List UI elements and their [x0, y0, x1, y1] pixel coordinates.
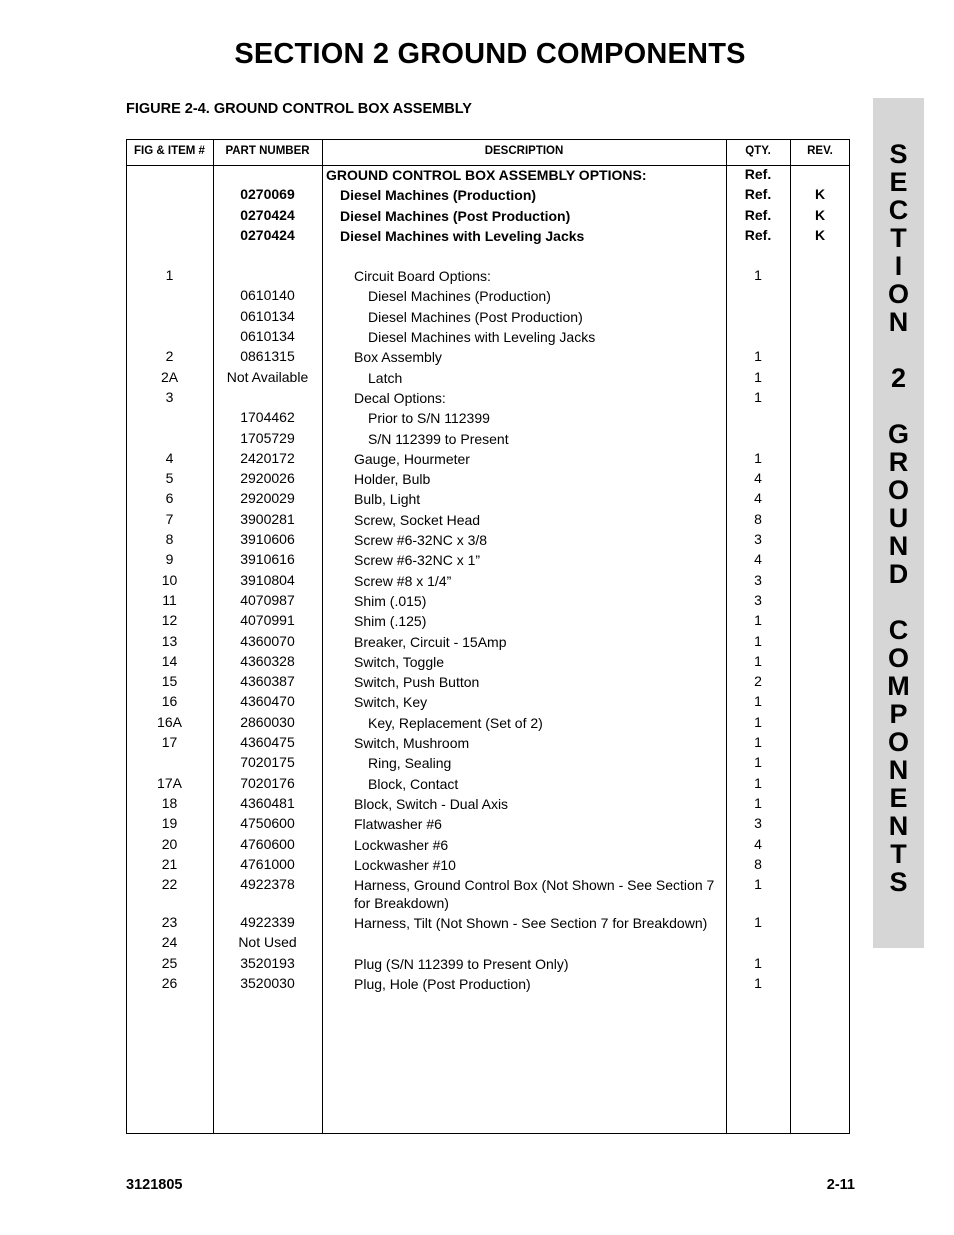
table-row [126, 913, 850, 933]
description-cell: Switch, Push Button [354, 674, 480, 691]
qty-cell: 8 [754, 855, 762, 872]
fig-item-cell: 16 [161, 693, 178, 710]
part-number-cell: Not Used [238, 934, 297, 951]
qty-cell: 1 [754, 632, 762, 649]
qty-cell: 1 [754, 914, 762, 931]
fig-item-cell: 17 [161, 734, 178, 751]
fig-item-cell: 13 [161, 632, 178, 649]
part-number-cell: 7020176 [240, 774, 295, 791]
qty-cell: 1 [754, 612, 762, 629]
qty-cell: 3 [754, 531, 762, 548]
description-cell: Block, Switch - Dual Axis [354, 795, 509, 812]
section-side-tab-label: S E C T I O N 2 G R O U N D C O M P O N E N T S [887, 139, 910, 897]
part-number-cell: 7020175 [240, 754, 295, 771]
part-number-cell: 2920029 [240, 490, 295, 507]
part-number-cell: 4922378 [240, 876, 295, 893]
qty-cell: 1 [754, 368, 762, 385]
description-cell: Lockwasher #10 [354, 856, 456, 873]
header-rev: REV. [807, 145, 833, 157]
table-row [126, 814, 850, 834]
qty-cell: 1 [754, 713, 762, 730]
description-cell: Screw #6-32NC x 1” [354, 552, 481, 569]
fig-item-cell: 10 [161, 571, 178, 588]
fig-item-cell: 6 [165, 490, 174, 507]
table-row [126, 774, 850, 794]
table-row [126, 954, 850, 974]
description-cell: Plug (S/N 112399 to Present Only) [354, 955, 569, 972]
part-number-cell: 0610134 [240, 328, 295, 345]
fig-item-cell: 11 [162, 591, 177, 608]
fig-item-cell: 22 [161, 876, 178, 893]
fig-item-cell: 26 [161, 974, 178, 991]
part-number-cell: 2420172 [240, 449, 295, 466]
table-row [126, 652, 850, 672]
qty-cell: 1 [754, 754, 762, 771]
fig-item-cell: 24 [161, 934, 178, 951]
part-number-cell: 4360387 [240, 673, 295, 690]
description-cell: Harness, Ground Control Box (Not Shown - See Section 7 for Breakdown) [354, 877, 715, 912]
description-cell: Prior to S/N 112399 [368, 410, 490, 427]
part-number-cell: 1704462 [240, 409, 295, 426]
qty-cell: Ref. [744, 226, 772, 243]
description-cell: Gauge, Hourmeter [354, 450, 470, 467]
description-cell: Breaker, Circuit - 15Amp [354, 633, 507, 650]
part-number-cell: Not Available [226, 368, 309, 385]
part-number-cell: 3900281 [240, 510, 295, 527]
table-row [126, 571, 850, 591]
part-number-cell: 4922339 [240, 914, 295, 931]
fig-item-cell: 12 [161, 612, 178, 629]
fig-item-cell: 3 [165, 388, 174, 405]
description-cell: Switch, Toggle [354, 653, 445, 670]
table-row [126, 408, 850, 428]
description-cell: Ring, Sealing [368, 755, 452, 772]
part-number-cell: 3910616 [240, 551, 295, 568]
rev-cell: K [814, 206, 826, 223]
table-row [126, 632, 850, 652]
description-cell: Diesel Machines with Leveling Jacks [340, 227, 585, 244]
description-cell: Diesel Machines (Post Production) [340, 207, 571, 224]
fig-item-cell: 1 [165, 267, 174, 284]
qty-cell: 3 [754, 571, 762, 588]
fig-item-cell: 23 [161, 914, 178, 931]
table-row [126, 875, 850, 913]
description-cell: Block, Contact [368, 775, 459, 792]
description-cell: Diesel Machines (Post Production) [368, 308, 583, 325]
table-row [126, 226, 850, 246]
qty-cell: 1 [754, 876, 762, 893]
parts-table-body [126, 165, 850, 994]
qty-cell: 3 [754, 591, 762, 608]
table-row [126, 206, 850, 226]
table-row [126, 855, 850, 875]
part-number-cell: 4070991 [240, 612, 295, 629]
part-number-cell: 0610140 [240, 287, 295, 304]
fig-item-cell: 8 [165, 531, 174, 548]
table-row [126, 530, 850, 550]
part-number-cell: 0861315 [240, 348, 295, 365]
qty-cell: 1 [754, 388, 762, 405]
description-cell: Switch, Mushroom [354, 735, 470, 752]
part-number-cell: 4760600 [240, 835, 295, 852]
header-fig-item: FIG & ITEM # [134, 145, 205, 157]
qty-cell: 4 [754, 470, 762, 487]
header-qty: QTY. [745, 145, 771, 157]
fig-item-cell: 17A [157, 774, 182, 791]
fig-item-cell: 16A [157, 713, 182, 730]
table-row [126, 327, 850, 347]
qty-cell: 8 [754, 510, 762, 527]
description-cell: Screw, Socket Head [354, 511, 481, 528]
part-number-cell: 3520030 [240, 974, 295, 991]
part-number-cell: 0270069 [240, 186, 295, 203]
description-cell: Lockwasher #6 [354, 836, 449, 853]
fig-item-cell: 18 [161, 794, 178, 811]
part-number-cell: 3910804 [240, 571, 295, 588]
qty-cell: 1 [754, 449, 762, 466]
part-number-cell: 4360475 [240, 734, 295, 751]
fig-item-cell: 21 [161, 855, 178, 872]
table-row [126, 469, 850, 489]
fig-item-cell: 5 [165, 470, 174, 487]
table-row [126, 550, 850, 570]
table-row [126, 611, 850, 631]
table-row [126, 591, 850, 611]
part-number-cell: 0610134 [240, 307, 295, 324]
part-number-cell: 4761000 [240, 855, 295, 872]
table-row [126, 510, 850, 530]
table-row [126, 368, 850, 388]
description-cell: Shim (.015) [354, 592, 427, 609]
part-number-cell: 3910606 [240, 531, 295, 548]
description-cell: Decal Options: [354, 389, 446, 406]
description-cell: Plug, Hole (Post Production) [354, 975, 531, 992]
qty-cell: 4 [754, 551, 762, 568]
table-row [126, 429, 850, 449]
description-cell: Circuit Board Options: [354, 268, 491, 285]
table-row [126, 286, 850, 306]
fig-item-cell: 2 [165, 348, 174, 365]
qty-cell: Ref. [744, 186, 772, 203]
description-cell: Diesel Machines (Production) [340, 187, 537, 204]
table-row [126, 266, 850, 286]
qty-cell: 1 [754, 348, 762, 365]
table-row [126, 185, 850, 205]
qty-cell: 1 [754, 734, 762, 751]
qty-cell: 1 [754, 774, 762, 791]
qty-cell: Ref. [744, 166, 772, 182]
fig-item-cell: 14 [161, 652, 178, 669]
table-row [126, 733, 850, 753]
fig-item-cell: 2A [160, 368, 179, 385]
description-cell: Flatwasher #6 [354, 816, 442, 833]
fig-item-cell: 7 [165, 510, 174, 527]
table-row [126, 449, 850, 469]
document-number: 3121805 [126, 1177, 183, 1193]
part-number-cell: 2860030 [240, 713, 295, 730]
description-cell: Bulb, Light [354, 491, 421, 508]
header-description: DESCRIPTION [484, 145, 564, 157]
rev-cell: K [814, 186, 826, 203]
qty-cell: 4 [754, 835, 762, 852]
description-cell: Key, Replacement (Set of 2) [368, 714, 543, 731]
description-cell: Screw #8 x 1/4” [354, 572, 452, 589]
qty-cell: Ref. [744, 206, 772, 223]
description-cell: Holder, Bulb [354, 471, 431, 488]
figure-title: FIGURE 2-4. GROUND CONTROL BOX ASSEMBLY [126, 101, 472, 117]
part-number-cell: 4360481 [240, 794, 295, 811]
table-row [126, 489, 850, 509]
table-row [126, 835, 850, 855]
table-row [126, 974, 850, 994]
part-number-cell: 0270424 [240, 206, 295, 223]
description-cell: Diesel Machines (Production) [368, 288, 551, 305]
table-row [126, 347, 850, 367]
table-row [126, 307, 850, 327]
header-part-number: PART NUMBER [225, 145, 310, 157]
part-number-cell: 4360328 [240, 652, 295, 669]
table-row [126, 672, 850, 692]
part-number-cell: 2920026 [240, 470, 295, 487]
description-cell: Diesel Machines with Leveling Jacks [368, 329, 596, 346]
description-cell: Switch, Key [354, 694, 428, 711]
table-row [126, 388, 850, 408]
fig-item-cell: 15 [161, 673, 178, 690]
section-title: SECTION 2 GROUND COMPONENTS [234, 38, 746, 70]
qty-cell: 1 [754, 693, 762, 710]
table-row [126, 692, 850, 712]
description-cell: Box Assembly [354, 349, 442, 366]
fig-item-cell: 20 [161, 835, 178, 852]
description-cell: Harness, Tilt (Not Shown - See Section 7 for Breakdown) [354, 915, 708, 932]
rev-cell: K [814, 226, 826, 243]
qty-cell: 1 [754, 794, 762, 811]
part-number-cell: 4070987 [240, 591, 295, 608]
page-number: 2-11 [826, 1177, 855, 1193]
fig-item-cell: 19 [161, 815, 178, 832]
qty-cell: 1 [754, 267, 762, 284]
description-cell: Screw #6-32NC x 3/8 [354, 532, 488, 549]
qty-cell: 3 [754, 815, 762, 832]
description-cell: Shim (.125) [354, 613, 427, 630]
table-row [126, 165, 850, 185]
table-row [126, 713, 850, 733]
part-number-cell: 0270424 [240, 226, 295, 243]
part-number-cell: 3520193 [240, 954, 295, 971]
description-cell: GROUND CONTROL BOX ASSEMBLY OPTIONS: [326, 167, 647, 183]
description-cell: S/N 112399 to Present [368, 430, 509, 447]
qty-cell: 2 [754, 673, 762, 690]
qty-cell: 1 [754, 652, 762, 669]
table-row [126, 794, 850, 814]
fig-item-cell: 9 [165, 551, 174, 568]
description-cell: Latch [368, 369, 403, 386]
fig-item-cell: 25 [161, 954, 178, 971]
qty-cell: 1 [754, 954, 762, 971]
part-number-cell: 4750600 [240, 815, 295, 832]
part-number-cell: 4360070 [240, 632, 295, 649]
table-row [126, 933, 850, 953]
fig-item-cell: 4 [165, 449, 174, 466]
part-number-cell: 4360470 [240, 693, 295, 710]
qty-cell: 4 [754, 490, 762, 507]
qty-cell: 1 [754, 974, 762, 991]
table-row [126, 753, 850, 773]
part-number-cell: 1705729 [240, 429, 295, 446]
